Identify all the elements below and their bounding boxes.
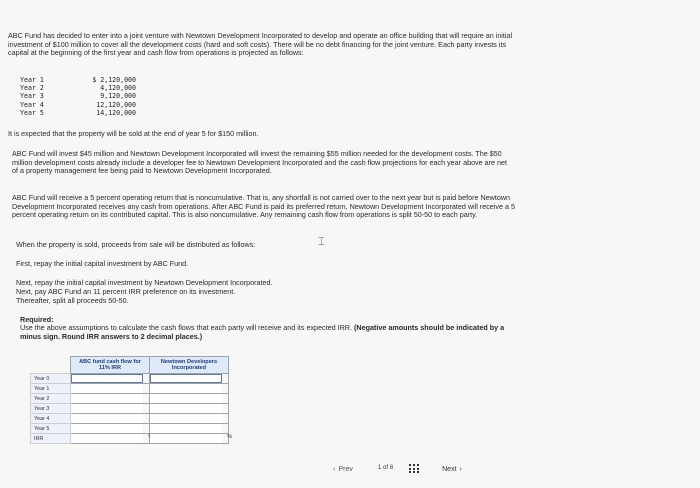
row-label: Year 0	[31, 374, 71, 384]
distribution-paragraph: When the property is sold, proceeds from sale will be distributed as follows:	[16, 240, 256, 249]
thereafter-step: Thereafter, split all proceeds 50-50.	[16, 296, 129, 305]
cash-flow-row	[20, 92, 136, 100]
prev-button[interactable]	[326, 463, 360, 476]
table-row	[31, 404, 229, 414]
newtown-year3-input[interactable]	[150, 404, 222, 413]
newtown-year5-input[interactable]	[150, 424, 222, 433]
abc-year1-input[interactable]	[71, 384, 143, 393]
table-row	[31, 374, 229, 384]
abc-year3-input[interactable]	[71, 404, 143, 413]
cash-flow-list	[20, 76, 136, 117]
cash-flow-row	[20, 84, 136, 92]
sale-paragraph: It is expected that the property will be sold at the end of year 5 for $150 million.	[8, 129, 259, 138]
header-newtown: Newtown Developers Incorporated	[150, 357, 229, 374]
chevron-left-icon: ‹	[333, 466, 336, 473]
table-row	[31, 424, 229, 434]
table-row	[31, 434, 229, 444]
header-abc-fund: ABC fund cash flow for 11% IRR	[71, 357, 150, 374]
percent-sign: %	[227, 434, 232, 440]
cash-flow-row	[20, 76, 136, 84]
abc-year0-input[interactable]	[71, 374, 143, 383]
row-label: Year 5	[31, 424, 71, 434]
row-label: Year 3	[31, 404, 71, 414]
cash-flow-year: Year 3	[20, 92, 44, 101]
grid-icon[interactable]	[409, 464, 419, 473]
cash-flow-amount: 9,120,000	[100, 92, 136, 101]
table-row	[31, 414, 229, 424]
abc-year5-input[interactable]	[71, 424, 143, 433]
first-step: First, repay the initial capital investment by ABC Fund.	[16, 259, 189, 268]
required-instructions: Use the above assumptions to calculate the cash flows that each party will receive and its expected IRR.	[20, 323, 352, 332]
investment-paragraph: ABC Fund will invest $45 million and Newtown Development Incorporated will invest the remaining $55 million needed for the development costs. The $50 million development costs already include a developer fee to Newtown Development Incorporated and the cash flow projections for each year above are net of a property management fee being paid to Newtown Development Incorporated.	[12, 149, 508, 176]
row-label: IRR	[31, 434, 71, 444]
next-step-2: Next, pay ABC Fund an 11 percent IRR preference on its investment.	[16, 287, 236, 296]
newtown-year2-input[interactable]	[150, 394, 222, 403]
cash-flow-amount: 4,120,000	[100, 84, 136, 93]
row-label: Year 4	[31, 414, 71, 424]
next-label: Next	[442, 466, 457, 473]
next-step-1: Next, repay the initial capital investment by Newtown Development Incorporated.	[16, 278, 273, 287]
chevron-right-icon: ›	[459, 466, 462, 473]
cash-flow-amount: 14,120,000	[96, 108, 136, 117]
returns-paragraph: ABC Fund will receive a 5 percent operating return that is noncumulative. That is, any shortfall is not carried over to the next year but is paid before Newtown Development Incorporated receives any cash from operations. After ABC Fund is paid its preferred return, Newtown Development Incorporated will receive a 5 percent operating return on its contributed capital. This is also noncumulative. Any remaining cash flow from operations is split 50-50 to each party.	[12, 193, 515, 220]
newtown-year4-input[interactable]	[150, 414, 222, 423]
text-cursor-icon: ⌶	[318, 236, 325, 248]
cash-flow-year: Year 2	[20, 84, 44, 93]
current-page: 1	[378, 465, 382, 471]
prev-label: Prev	[338, 466, 353, 473]
cash-flow-year: Year 4	[20, 100, 44, 109]
required-rounding-note: (Negative amounts should be indicated by a minus sign. Round IRR answers to 2 decimal places.)	[20, 323, 505, 341]
row-label: Year 2	[31, 394, 71, 404]
table-row	[31, 384, 229, 394]
cash-flow-year: Year 1	[20, 76, 44, 84]
cash-flow-amount: 12,120,000	[96, 100, 136, 109]
page-of: of	[383, 465, 389, 471]
row-label: Year 1	[31, 384, 71, 394]
newtown-year1-input[interactable]	[150, 384, 222, 393]
total-pages: 8	[389, 465, 394, 471]
required-title: Required:	[20, 315, 54, 324]
required-text	[20, 324, 520, 341]
newtown-irr-input[interactable]	[150, 434, 232, 443]
newtown-year0-input[interactable]	[150, 374, 222, 383]
abc-year4-input[interactable]	[71, 414, 143, 423]
cash-flow-year: Year 5	[20, 108, 44, 117]
cash-flow-row	[20, 101, 136, 109]
answer-table	[30, 356, 232, 444]
next-button[interactable]	[432, 463, 472, 476]
abc-irr-input[interactable]	[71, 434, 143, 443]
page-indicator	[378, 465, 393, 471]
intro-paragraph: ABC Fund has decided to enter into a joint venture with Newtown Development Incorporated to develop and operate an office building that will require an initial investment of $100 million to cover all the development costs (hard and soft costs). There will be no debt financing for the joint venture. Each party invests its capital at the beginning of the first year and cash flow from operations is projected as follows:	[8, 31, 513, 58]
cash-flow-amount: $ 2,120,000	[92, 76, 136, 84]
table-row	[31, 394, 229, 404]
abc-year2-input[interactable]	[71, 394, 143, 403]
cash-flow-row	[20, 109, 136, 117]
